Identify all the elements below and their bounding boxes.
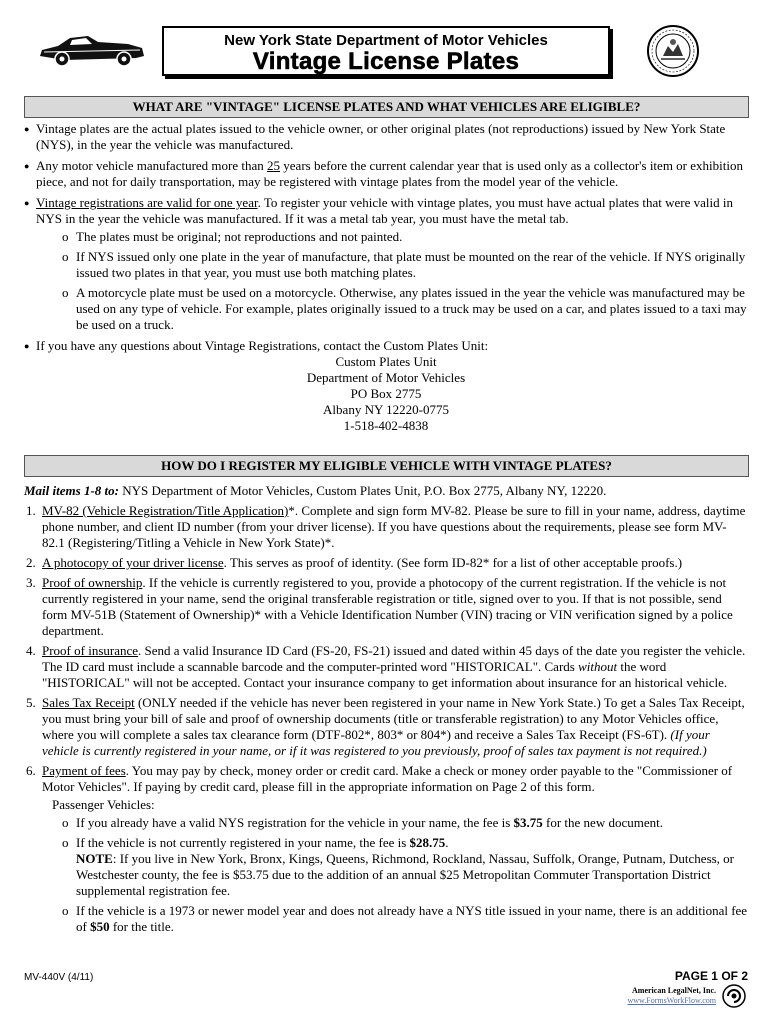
- section-heading-eligibility: WHAT ARE "VINTAGE" LICENSE PLATES AND WHAT VEHICLES ARE ELIGIBLE?: [24, 96, 749, 118]
- mail-instructions: Mail items 1-8 to: NYS Department of Motor Vehicles, Custom Plates Unit, P.O. Box 2775, Albany NY, 12220.: [24, 483, 607, 498]
- list-item: ● Vintage plates are the actual plates issued to the vehicle owner, or other original plates (not reproductions) issued by New York State (NYS), in the year the vehicle was manufactured.: [24, 121, 748, 153]
- passenger-label: Passenger Vehicles:: [52, 797, 155, 812]
- header-box: [162, 26, 610, 76]
- sub-item: o The plates must be original; not reproductions and not painted.: [62, 229, 403, 244]
- sub-item: o If the vehicle is a 1973 or newer model year and does not already have a NYS title issued in your name, there is an additional fee of $50 for the title.: [62, 903, 748, 934]
- list-item: 4. Proof of insurance. Send a valid Insurance ID Card (FS-20, FS-21) issued and dated within 45 days of the date you register the vehicle. The ID card must include a scannable barcode and the computer-printed word "HISTORICAL". Cards without the word "HISTORICAL" will not be accepted. Contact your insurance company to get information about insurance for an historical vehicle.: [26, 643, 746, 690]
- page-title: Vintage License Plates: [252, 48, 520, 75]
- sub-item: o If the vehicle is not currently registered in your name, the fee is $28.75. NOTE: If you live in New York, Bronx, Kings, Queens, Richmond, Rockland, Nassau, Suffolk, Orange, Putnam, Dutchess, or Westchester county, the fee is $53.75 due to the addition of an annual $25 Metropolitan Commuter Transportation District supplemental registration fee.: [62, 835, 735, 898]
- list-item: ● If you have any questions about Vintage Registrations, contact the Custom Plates Unit:: [24, 338, 748, 354]
- list-item: 6. Payment of fees. You may pay by check, money order or credit card. Make a check or money order payable to the "Commissioner of Motor Vehicles". If paying by credit card, please fill in the appropriate information on Page 2 of this form.: [26, 763, 733, 794]
- sub-item: o A motorcycle plate must be used on a motorcycle. Otherwise, any plates issued in the year the vehicle was manufactured may be used on any type of vehicle. For example, plates originally issued to a truck may be used on a car, and plates issued to a taxi may be used on a truck.: [62, 285, 747, 332]
- legal-url-link[interactable]: www.FormsWorkFlow.com: [627, 996, 716, 1005]
- list-item: 5. Sales Tax Receipt (ONLY needed if the vehicle has never been registered in your name in New York State.) To get a Sales Tax Receipt, you must bring your bill of sale and proof of ownership documents (title or transferable registration) to any Motor Vehicles office, where you will complete a sales tax clearance form (DTF-802*, 803* or 804*) and receive a Sales Tax Receipt (FS-6T). (If your vehicle is currently registered in your name, or if it was registered to you previously, proof of sales tax payment is not required.): [26, 695, 745, 758]
- list-item: 1. MV-82 (Vehicle Registration/Title Application)*. Complete and sign form MV-82. Please be sure to fill in your name, address, daytime phone number, and client ID number (from your driver license). If you have questions about the requirements, please see form MV-82.1 (Registering/Titling a Vehicle in New York State)*.: [26, 503, 746, 550]
- section-heading-registration: HOW DO I REGISTER MY ELIGIBLE VEHICLE WITH VINTAGE PLATES?: [24, 455, 749, 477]
- legalnet-logo-icon: [722, 984, 746, 1008]
- list-item: ● Any motor vehicle manufactured more than 25 years before the current calendar year that is used only as a collector's item or exhibition piece, and not for daily transportation, may be registered with vintage plates from the model year of the vehicle.: [24, 158, 748, 190]
- department-name: New York State Department of Motor Vehicles: [224, 32, 548, 49]
- sub-item: o If you already have a valid NYS registration for the vehicle in your name, the fee is $3.75 for the new document.: [62, 815, 663, 830]
- vintage-car-icon: [36, 28, 148, 70]
- list-item: 2. A photocopy of your driver license. This serves as proof of identity. (See form ID-82* for a list of other acceptable proofs.): [26, 555, 683, 570]
- legal-credit: American LegalNet, Inc. www.FormsWorkFlow.com: [627, 986, 716, 1005]
- list-item: ● Vintage registrations are valid for one year. To register your vehicle with vintage plates, you must have actual plates that were valid in NYS in the year the vehicle was manufactured. If it was a metal tab year, you must have the metal tab.: [24, 195, 748, 227]
- form-id: MV-440V (4/11): [24, 972, 94, 983]
- state-seal-icon: [646, 24, 700, 78]
- sub-item: o If NYS issued only one plate in the year of manufacture, that plate must be mounted on the rear of the vehicle. If NYS originally issued two plates in that year, you must use both matching plates.: [62, 249, 746, 280]
- eligibility-section: [24, 121, 748, 434]
- registration-section: [24, 483, 748, 935]
- list-item: 3. Proof of ownership. If the vehicle is currently registered to you, provide a photocopy of the current registration. If the vehicle is not currently registered in your name, send the original transferable registration or title, signed over to you. If that is not possible, send form MV-51B (Statement of Ownership)* with a Vehicle Identification Number (VIN) tracing or VIN verification signed by a police department.: [26, 575, 733, 638]
- contact-address: Custom Plates Unit Department of Motor Vehicles PO Box 2775 Albany NY 12220-0775 1-518-402-4838: [306, 354, 466, 433]
- page-number: PAGE 1 OF 2: [674, 969, 748, 983]
